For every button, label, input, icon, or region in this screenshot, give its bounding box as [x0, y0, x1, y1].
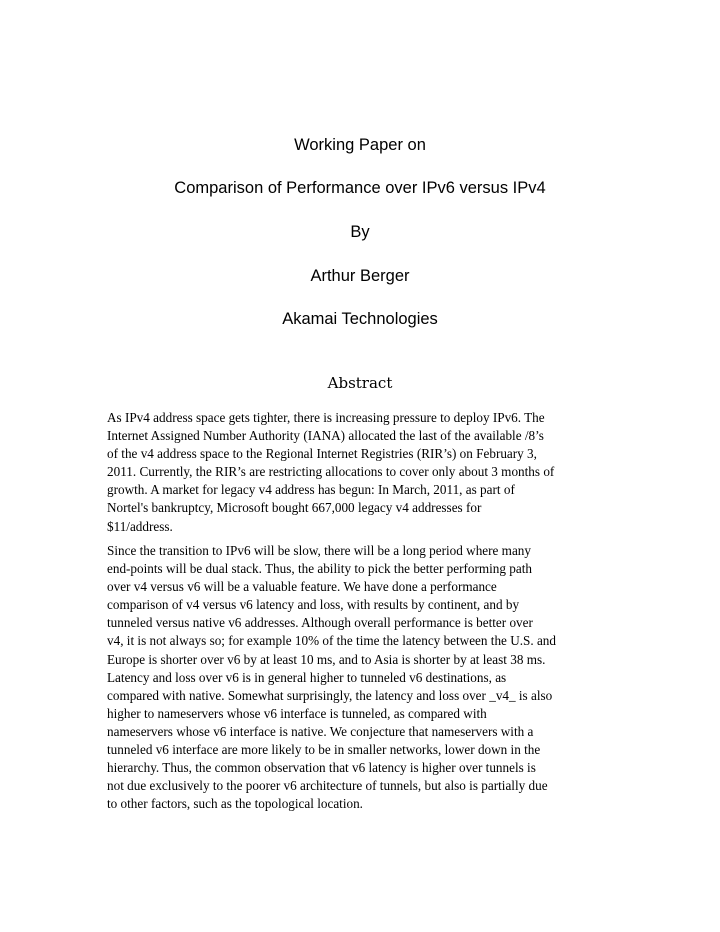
- paragraph-line: tunneled versus native v6 addresses. Although overall performance is better over: [107, 615, 533, 631]
- paragraph-line: v4, it is not always so; for example 10% of the time the latency between the U.S. and: [107, 633, 556, 649]
- abstract-paragraph-1: [107, 409, 627, 536]
- author-name: Arthur Berger: [310, 267, 410, 285]
- paragraph-line: compared with native. Somewhat surprisingly, the latency and loss over _v4_ is also: [107, 687, 553, 703]
- paragraph-line: over v4 versus v6 will be a valuable feature. We have done a performance: [107, 579, 497, 595]
- paragraph-line: As IPv4 address space gets tighter, there is increasing pressure to deploy IPv6. The: [107, 410, 545, 425]
- paragraph-line: higher to nameservers whose v6 interface is tunneled, as compared with: [107, 705, 487, 721]
- paragraph-line: to other factors, such as the topological location.: [107, 796, 363, 812]
- paragraph-line: hierarchy. Thus, the common observation that v6 latency is higher over tunnels is: [107, 760, 536, 776]
- paragraph-line: of the v4 address space to the Regional Internet Registries (RIR’s) on February 3,: [107, 446, 537, 462]
- paragraph-line: Nortel's bankruptcy, Microsoft bought 667,000 legacy v4 addresses for: [107, 500, 482, 516]
- paragraph-line: 2011. Currently, the RIR’s are restricting allocations to cover only about 3 months of: [107, 464, 555, 480]
- paragraph-line: comparison of v4 versus v6 latency and loss, with results by continent, and by: [107, 597, 520, 613]
- paragraph-line: not due exclusively to the poorer v6 architecture of tunnels, but also is partially due: [107, 778, 548, 794]
- paragraph-line: nameservers whose v6 interface is native. We conjecture that nameservers with a: [107, 723, 534, 739]
- paragraph-line: Internet Assigned Number Authority (IANA) allocated the last of the available /8’s: [107, 428, 544, 444]
- paragraph-line: end-points will be dual stack. Thus, the ability to pick the better performing path: [107, 561, 532, 577]
- paragraph-line: growth. A market for legacy v4 address has begun: In March, 2011, as part of: [107, 482, 515, 498]
- paper-title: Comparison of Performance over IPv6 versus IPv4: [174, 179, 546, 197]
- paragraph-line: Since the transition to IPv6 will be slow, there will be a long period where many: [107, 543, 531, 558]
- paragraph-line: $11/address.: [107, 518, 173, 534]
- by-line: By: [350, 223, 370, 241]
- author-affiliation: Akamai Technologies: [282, 310, 438, 328]
- paragraph-line: Europe is shorter over v6 by at least 10 ms, and to Asia is shorter by at least 38 ms.: [107, 651, 546, 667]
- title-line-working-paper: Working Paper on: [294, 136, 426, 154]
- paragraph-line: Latency and loss over v6 is in general higher to tunneled v6 destinations, as: [107, 669, 507, 685]
- paragraph-line: tunneled v6 interface are more likely to be in smaller networks, lower down in the: [107, 742, 541, 758]
- abstract-paragraph-2: [107, 542, 627, 813]
- abstract-heading: Abstract: [327, 374, 393, 392]
